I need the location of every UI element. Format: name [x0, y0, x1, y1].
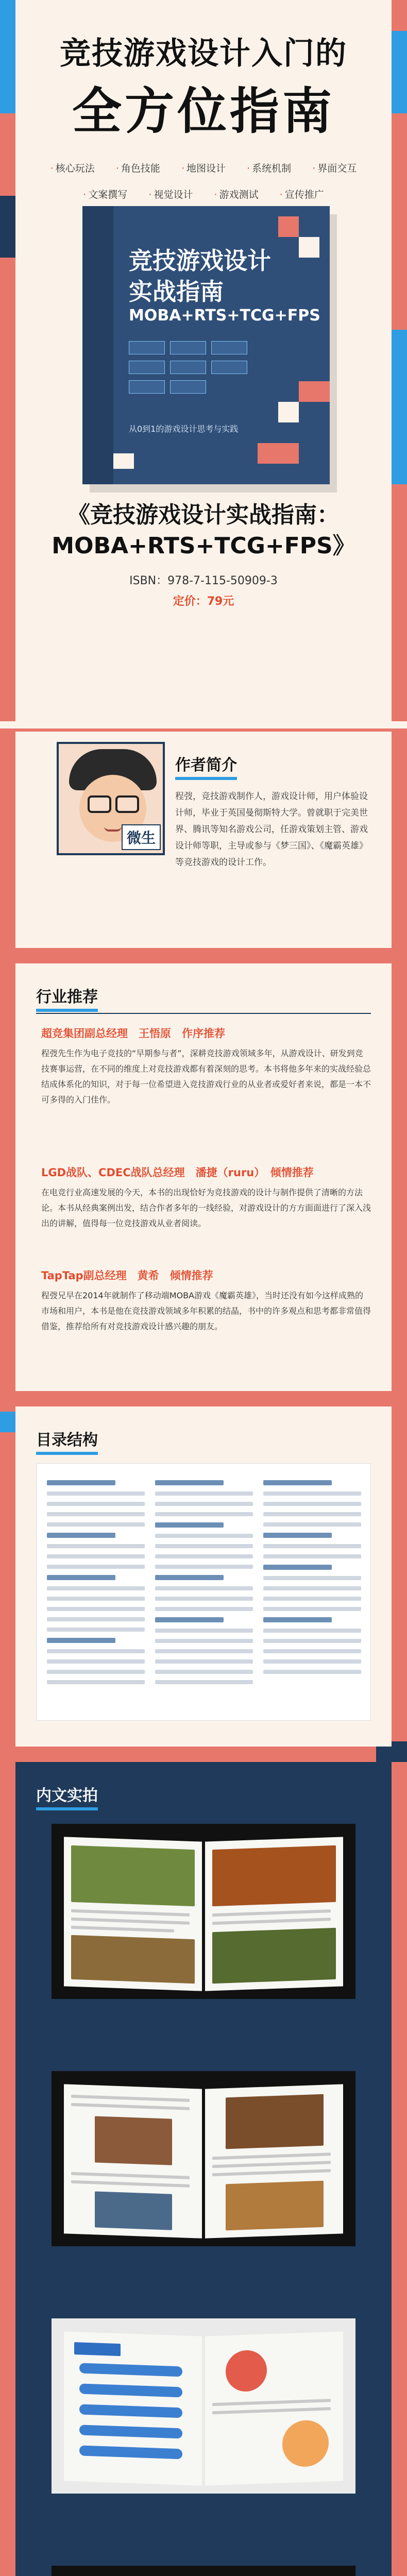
toc-column: [155, 1474, 253, 1690]
page-image: [79, 2445, 182, 2459]
cover-title: 实战指南: [129, 278, 224, 306]
pixel-decor: [278, 216, 299, 237]
sample-spread: [52, 2071, 355, 2246]
recommender-name: LGD战队、CDEC战队总经理 潘捷（ruru） 倾情推荐: [41, 1166, 314, 1179]
toc-column: [263, 1474, 361, 1680]
page-image: [79, 2363, 182, 2377]
page-left: [64, 1837, 202, 1991]
page-left: [64, 2084, 202, 2238]
page-image: [226, 2349, 267, 2392]
cover-tagline: 从0到1的游戏设计思考与实践: [129, 424, 239, 434]
sample-spread: [52, 1824, 355, 1999]
page-image: [95, 2116, 172, 2165]
book-cover: [82, 206, 330, 484]
feature-tag: · 角色技能: [111, 159, 165, 177]
recommendation-text: 程弢先生作为电子竞技的“早期参与者”，深耕竞技游戏领域多年，从游戏设计、研发到竞技赛事运营，在不同的维度上对竞技游戏都有着深刻的思考。本书将他多年来的实战经验总结成体系化的知识，对于每一位希望进入竞技游戏行业的从业者或爱好者来说，都是一本不可多得的入门佳作。: [41, 1048, 371, 1105]
page-image: [74, 2342, 121, 2356]
page-image: [71, 1845, 195, 1906]
decor-block: [392, 330, 407, 484]
toc-column: [47, 1474, 145, 1690]
glasses-right: [115, 795, 139, 813]
page-image: [212, 1928, 336, 1984]
author-heading: 作者简介: [175, 752, 237, 780]
hero-section: [15, 0, 392, 721]
author-bio: 程弢，竞技游戏制作人，游戏设计师，用户体验设计师，毕业于英国曼彻斯特大学。曾就职于完美世界、腾讯等知名游戏公司，任游戏策划主管、游戏设计师等职，主导或参与《梦三国》、《魔霸英雄》等竞技游戏的设计工作。: [175, 791, 368, 868]
toc-heading: 目录结构: [36, 1427, 98, 1455]
page-image: [95, 2191, 172, 2230]
feature-tags: [36, 155, 371, 207]
page-image: [282, 2419, 329, 2467]
book-spine: [82, 206, 113, 484]
cover-chip: [129, 341, 165, 354]
pixel-decor: [299, 381, 330, 402]
page-image: [79, 2383, 182, 2397]
pixel-decor: [278, 402, 299, 422]
pixel-decor: [113, 453, 134, 469]
recommender-name: 超竞集团副总经理 王悟原 作序推荐: [41, 1027, 225, 1040]
page-image: [226, 2094, 324, 2149]
feature-tag: · 地图设计: [176, 159, 231, 177]
divider: [36, 1013, 371, 1014]
cover-chip: [170, 341, 206, 354]
cover-chip: [129, 380, 165, 394]
page-right: [205, 2084, 343, 2238]
feature-tag: · 系统机制: [242, 159, 296, 177]
author-badge: 微生: [122, 824, 161, 850]
page-image: [79, 2425, 182, 2438]
decor-block: [0, 721, 407, 728]
cover-subtitle: MOBA+RTS+TCG+FPS: [129, 307, 320, 325]
cover-chip: [129, 361, 165, 374]
feature-tag: · 文案撰写: [78, 185, 132, 203]
sample-spread: [52, 2318, 355, 2494]
cover-chip: [211, 341, 247, 354]
glasses-left: [88, 795, 111, 813]
decor-block: [392, 31, 407, 113]
page-image: [71, 1935, 195, 1984]
recommendation-item: [41, 1164, 371, 1231]
feature-tag: · 核心玩法: [45, 159, 100, 177]
page-image: [212, 1845, 336, 1906]
page-right: [205, 1837, 343, 1991]
feature-tag: · 视觉设计: [143, 185, 198, 203]
recommendation-text: 在电竞行业高速发展的今天，本书的出现恰好为竞技游戏的设计与制作提供了清晰的方法论。本书从经典案例出发，结合作者多年的一线经验，对游戏设计的方方面面进行了深入浅出的讲解，值得每一位竞技游戏从业者阅读。: [41, 1188, 371, 1228]
cover-chip: [170, 380, 206, 394]
page-left: [64, 2331, 202, 2485]
feature-tag: · 宣传推广: [275, 185, 329, 203]
headline-line-2: 全方位指南: [72, 82, 335, 140]
recommendations-heading: 行业推荐: [36, 984, 98, 1012]
sample-spread: [52, 2566, 355, 2576]
mouth-shape: [104, 826, 122, 832]
feature-tag: · 界面交互: [307, 159, 362, 177]
page-image: [226, 2181, 324, 2231]
recommendation-item: [41, 1267, 371, 1334]
cover-chip: [170, 361, 206, 374]
recommender-name: TapTap副总经理 黄希 倾情推荐: [41, 1269, 213, 1282]
book-isbn: ISBN：978-7-115-50909-3: [129, 574, 278, 587]
pixel-decor: [299, 237, 319, 258]
headline-line-1: 竞技游戏设计入门的: [60, 36, 347, 72]
book-title: 《竞技游戏设计实战指南：MOBA+RTS+TCG+FPS》: [52, 502, 355, 559]
toc-image: [36, 1463, 371, 1721]
page-right: [205, 2331, 343, 2485]
samples-heading: 内文实拍: [36, 1783, 98, 1810]
recommendation-item: [41, 1025, 371, 1108]
feature-tag: · 游戏测试: [209, 185, 264, 203]
recommendation-text: 程弢兄早在2014年就制作了移动端MOBA游戏《魔霸英雄》，当时还没有如今这样成熟的市场和用户，本书是他在竞技游戏领域多年积累的结晶，书中的许多观点和思考都非常值得借鉴，推荐给所有对竞技游戏设计感兴趣的朋友。: [41, 1291, 371, 1331]
page-image: [79, 2404, 182, 2418]
pixel-decor: [258, 443, 299, 464]
decor-block: [0, 196, 15, 258]
cover-chip: [211, 361, 247, 374]
cover-title: 竞技游戏设计: [129, 247, 271, 275]
book-price: 定价：79元: [173, 595, 234, 608]
decor-block: [0, 0, 15, 113]
